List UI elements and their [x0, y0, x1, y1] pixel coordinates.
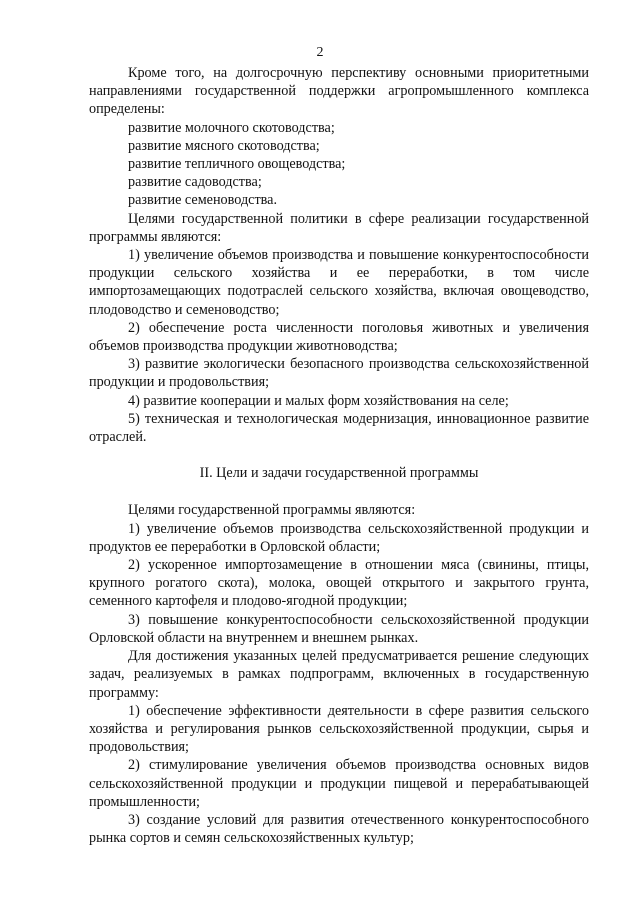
list-item: 2) обеспечение роста численности поголовья животных и увеличения объемов производства продукции животноводства;: [89, 319, 589, 355]
list-item: 1) обеспечение эффективности деятельности в сфере развития сельского хозяйства и регулирования рынков сельскохозяйственной продукции, сырья и продовольствия;: [89, 702, 589, 756]
section-heading: II. Цели и задачи государственной программы: [199, 465, 479, 482]
list-item: 1) увеличение объемов производства сельскохозяйственной продукции и продуктов ее переработки в Орловской области;: [89, 520, 589, 555]
policy-goals-intro: Целями государственной политики в сфере реализации государственной программы являются:: [89, 210, 589, 245]
intro-paragraph: Кроме того, на долгосрочную перспективу основными приоритетными направлениями государственной поддержки агропромышленного комплекса определены:: [89, 65, 589, 118]
list-item: развитие тепличного овощеводства;: [128, 156, 346, 173]
page-number: 2: [316, 45, 324, 60]
list-item: 3) развитие экологически безопасного производства сельскохозяйственной продукции и продовольствия;: [89, 356, 589, 391]
priority-list: [89, 119, 589, 210]
program-goals-list: [89, 520, 589, 647]
list-item: 4) развитие кооперации и малых форм хозяйствования на селе;: [128, 392, 509, 409]
list-item: 3) создание условий для развития отечественного конкурентоспособного рынка сортов и семян сельскохозяйственных культур;: [89, 811, 589, 847]
policy-goals-list: [89, 246, 589, 446]
list-item: развитие мясного скотоводства;: [128, 137, 320, 154]
list-item: 2) ускоренное импортозамещение в отношении мяса (свинины, птицы, крупного рогатого скота), молока, овощей открытого и закрытого грунта, семенного картофеля и плодово-ягодной продукции;: [89, 557, 589, 610]
tasks-list: [89, 702, 589, 848]
list-item: развитие молочного скотоводства;: [128, 119, 335, 136]
list-item: 5) техническая и технологическая модернизация, инновационное развитие отраслей.: [89, 410, 589, 446]
list-item: развитие садоводства;: [128, 174, 262, 191]
tasks-intro: Для достижения указанных целей предусматривается решение следующих задач, реализуемых в рамках подпрограмм, включенных в государственную программу:: [89, 648, 589, 701]
list-item: 3) повышение конкурентоспособности сельскохозяйственной продукции Орловской области на внутреннем и внешнем рынках.: [89, 611, 589, 646]
document-body: [89, 64, 589, 847]
list-item: развитие семеноводства.: [128, 192, 278, 209]
program-goals-intro: Целями государственной программы являются:: [128, 502, 416, 519]
list-item: 2) стимулирование увеличения объемов производства основных видов сельскохозяйственной продукции и продукции пищевой и перерабатывающей промышленности;: [89, 757, 589, 810]
list-item: 1) увеличение объемов производства и повышение конкурентоспособности продукции сельского хозяйства и ее переработки, в том числе импортозамещающих подотраслей сельского хозяйства, включая овощеводство, плодоводство и семеноводство;: [89, 247, 589, 318]
